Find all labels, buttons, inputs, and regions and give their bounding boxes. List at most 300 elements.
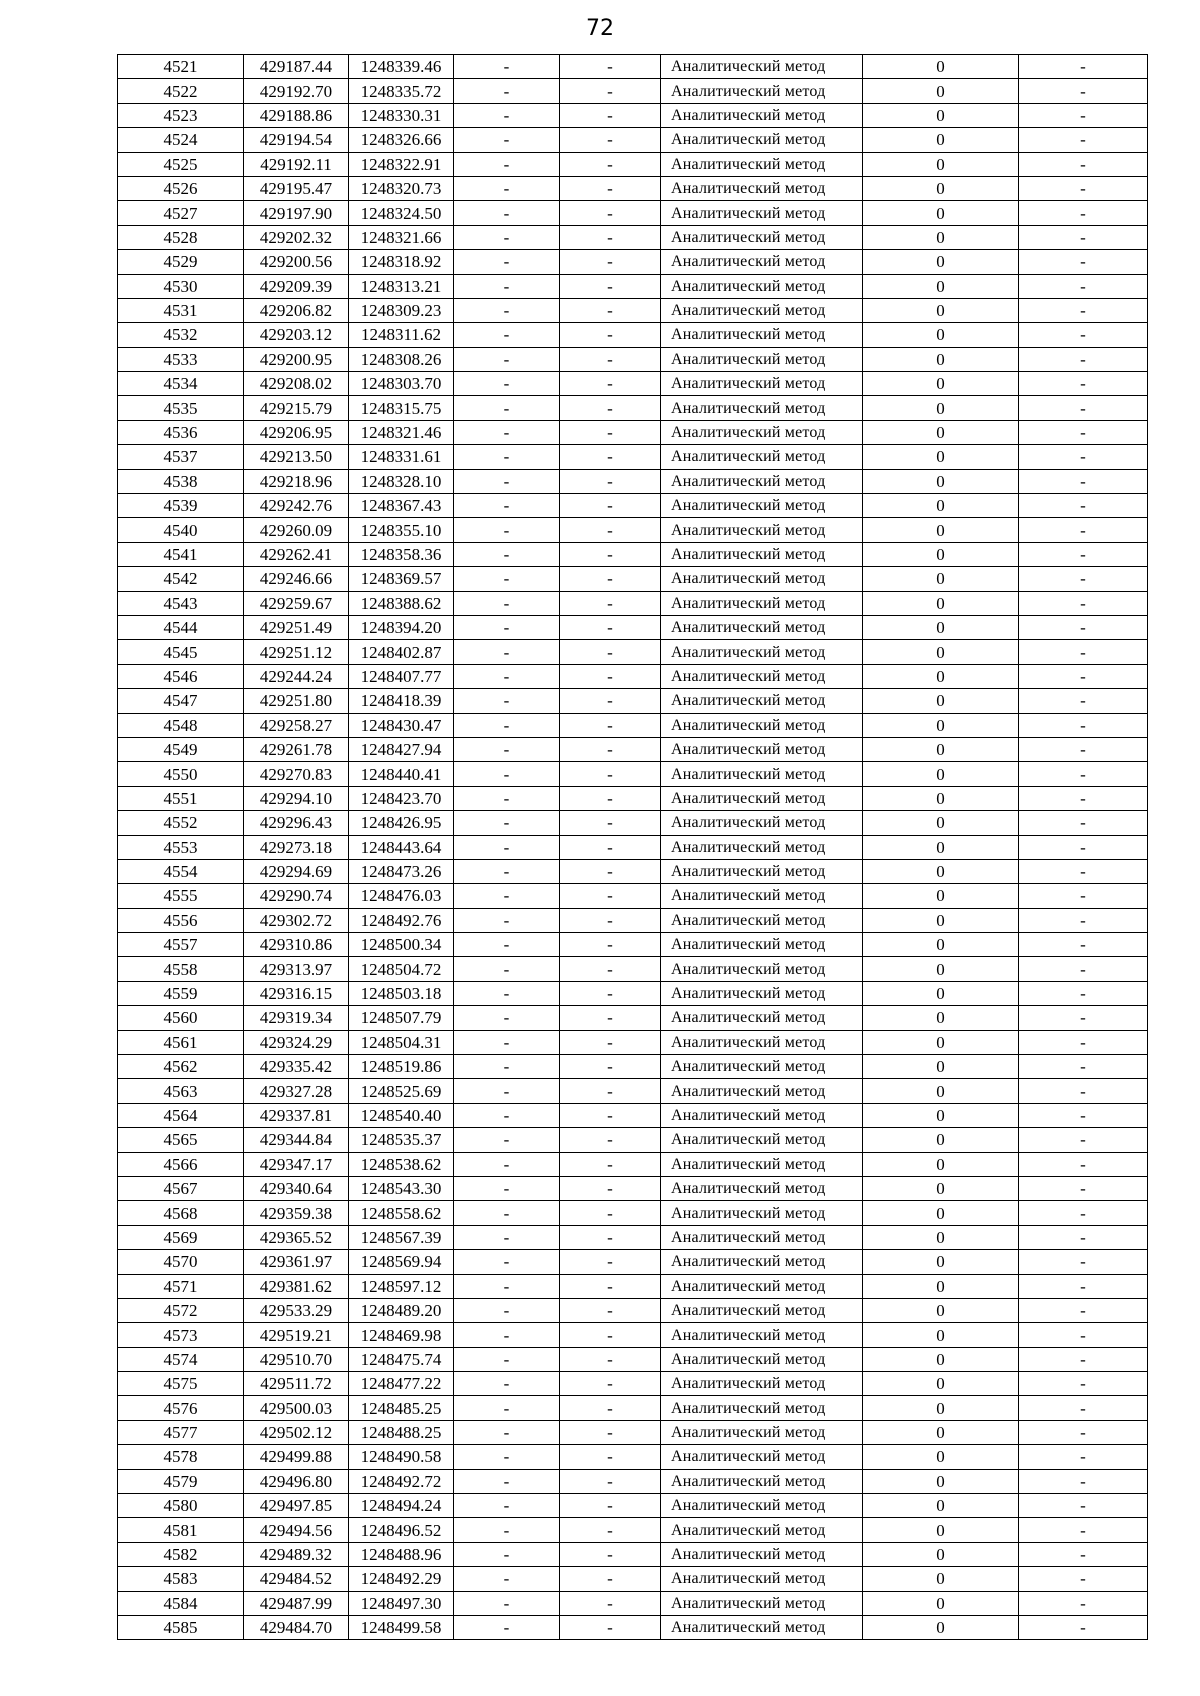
dash-cell: - [560,1616,661,1640]
dash-cell: - [560,1055,661,1079]
table-row [118,1616,1148,1640]
delta-cell: 0 [863,298,1019,322]
delta-cell: 0 [863,225,1019,249]
y-coordinate-cell: 1248504.72 [349,957,454,981]
dash-cell: - [1019,786,1148,810]
x-coordinate-cell: 429244.24 [244,664,349,688]
dash-cell: - [560,542,661,566]
point-number-cell: 4558 [118,957,244,981]
method-cell: Аналитический метод [661,274,863,298]
dash-cell: - [560,225,661,249]
point-number-cell: 4522 [118,79,244,103]
dash-cell: - [454,1567,560,1591]
x-coordinate-cell: 429310.86 [244,933,349,957]
dash-cell: - [560,347,661,371]
dash-cell: - [454,957,560,981]
dash-cell: - [1019,445,1148,469]
y-coordinate-cell: 1248503.18 [349,981,454,1005]
delta-cell: 0 [863,1616,1019,1640]
table-row [118,274,1148,298]
y-coordinate-cell: 1248496.52 [349,1518,454,1542]
delta-cell: 0 [863,347,1019,371]
y-coordinate-cell: 1248423.70 [349,786,454,810]
dash-cell: - [454,323,560,347]
dash-cell: - [1019,567,1148,591]
point-number-cell: 4534 [118,372,244,396]
dash-cell: - [560,933,661,957]
x-coordinate-cell: 429484.70 [244,1616,349,1640]
dash-cell: - [1019,1445,1148,1469]
table-row [118,908,1148,932]
table-row [118,1030,1148,1054]
x-coordinate-cell: 429381.62 [244,1274,349,1298]
table-row [118,1298,1148,1322]
x-coordinate-cell: 429337.81 [244,1103,349,1127]
table-row [118,323,1148,347]
dash-cell: - [1019,1030,1148,1054]
dash-cell: - [454,615,560,639]
table-row [118,1201,1148,1225]
point-number-cell: 4578 [118,1445,244,1469]
x-coordinate-cell: 429327.28 [244,1079,349,1103]
method-cell: Аналитический метод [661,1469,863,1493]
dash-cell: - [560,152,661,176]
delta-cell: 0 [863,1152,1019,1176]
dash-cell: - [560,1274,661,1298]
point-number-cell: 4580 [118,1494,244,1518]
delta-cell: 0 [863,615,1019,639]
y-coordinate-cell: 1248525.69 [349,1079,454,1103]
x-coordinate-cell: 429213.50 [244,445,349,469]
dash-cell: - [1019,347,1148,371]
y-coordinate-cell: 1248318.92 [349,250,454,274]
dash-cell: - [454,1347,560,1371]
y-coordinate-cell: 1248320.73 [349,176,454,200]
delta-cell: 0 [863,445,1019,469]
delta-cell: 0 [863,835,1019,859]
table-row [118,933,1148,957]
delta-cell: 0 [863,1518,1019,1542]
y-coordinate-cell: 1248313.21 [349,274,454,298]
point-number-cell: 4565 [118,1128,244,1152]
dash-cell: - [454,1323,560,1347]
delta-cell: 0 [863,1030,1019,1054]
dash-cell: - [560,591,661,615]
method-cell: Аналитический метод [661,1494,863,1518]
x-coordinate-cell: 429510.70 [244,1347,349,1371]
point-number-cell: 4524 [118,128,244,152]
x-coordinate-cell: 429361.97 [244,1250,349,1274]
dash-cell: - [1019,1591,1148,1615]
delta-cell: 0 [863,323,1019,347]
x-coordinate-cell: 429335.42 [244,1055,349,1079]
dash-cell: - [560,250,661,274]
dash-cell: - [454,1176,560,1200]
y-coordinate-cell: 1248388.62 [349,591,454,615]
dash-cell: - [454,1372,560,1396]
point-number-cell: 4571 [118,1274,244,1298]
x-coordinate-cell: 429511.72 [244,1372,349,1396]
y-coordinate-cell: 1248326.66 [349,128,454,152]
dash-cell: - [1019,1006,1148,1030]
dash-cell: - [1019,737,1148,761]
y-coordinate-cell: 1248394.20 [349,615,454,639]
method-cell: Аналитический метод [661,615,863,639]
dash-cell: - [1019,1542,1148,1566]
delta-cell: 0 [863,518,1019,542]
method-cell: Аналитический метод [661,469,863,493]
method-cell: Аналитический метод [661,811,863,835]
point-number-cell: 4573 [118,1323,244,1347]
dash-cell: - [454,1128,560,1152]
y-coordinate-cell: 1248535.37 [349,1128,454,1152]
point-number-cell: 4539 [118,494,244,518]
point-number-cell: 4538 [118,469,244,493]
y-coordinate-cell: 1248358.36 [349,542,454,566]
dash-cell: - [560,128,661,152]
y-coordinate-cell: 1248335.72 [349,79,454,103]
point-number-cell: 4533 [118,347,244,371]
point-number-cell: 4542 [118,567,244,591]
table-row [118,884,1148,908]
delta-cell: 0 [863,1494,1019,1518]
page-number: 72 [586,16,614,41]
dash-cell: - [454,811,560,835]
dash-cell: - [1019,494,1148,518]
dash-cell: - [454,152,560,176]
table-row [118,372,1148,396]
dash-cell: - [560,689,661,713]
dash-cell: - [560,762,661,786]
x-coordinate-cell: 429497.85 [244,1494,349,1518]
table-row [118,1152,1148,1176]
delta-cell: 0 [863,469,1019,493]
x-coordinate-cell: 429302.72 [244,908,349,932]
dash-cell: - [560,445,661,469]
table-row [118,762,1148,786]
dash-cell: - [454,640,560,664]
dash-cell: - [560,835,661,859]
method-cell: Аналитический метод [661,737,863,761]
table-row [118,640,1148,664]
y-coordinate-cell: 1248440.41 [349,762,454,786]
dash-cell: - [454,103,560,127]
point-number-cell: 4540 [118,518,244,542]
delta-cell: 0 [863,737,1019,761]
dash-cell: - [454,347,560,371]
method-cell: Аналитический метод [661,323,863,347]
dash-cell: - [1019,908,1148,932]
delta-cell: 0 [863,176,1019,200]
dash-cell: - [1019,1176,1148,1200]
delta-cell: 0 [863,55,1019,79]
dash-cell: - [454,518,560,542]
table-row [118,152,1148,176]
y-coordinate-cell: 1248328.10 [349,469,454,493]
point-number-cell: 4560 [118,1006,244,1030]
table-row [118,786,1148,810]
dash-cell: - [1019,957,1148,981]
dash-cell: - [560,103,661,127]
table-row [118,494,1148,518]
dash-cell: - [560,1396,661,1420]
point-number-cell: 4548 [118,713,244,737]
point-number-cell: 4556 [118,908,244,932]
dash-cell: - [560,372,661,396]
x-coordinate-cell: 429215.79 [244,396,349,420]
point-number-cell: 4523 [118,103,244,127]
delta-cell: 0 [863,762,1019,786]
method-cell: Аналитический метод [661,1250,863,1274]
table-row [118,420,1148,444]
dash-cell: - [560,1250,661,1274]
dash-cell: - [1019,55,1148,79]
y-coordinate-cell: 1248492.29 [349,1567,454,1591]
dash-cell: - [1019,1055,1148,1079]
dash-cell: - [560,908,661,932]
delta-cell: 0 [863,786,1019,810]
y-coordinate-cell: 1248407.77 [349,664,454,688]
method-cell: Аналитический метод [661,420,863,444]
y-coordinate-cell: 1248569.94 [349,1250,454,1274]
point-number-cell: 4549 [118,737,244,761]
x-coordinate-cell: 429203.12 [244,323,349,347]
point-number-cell: 4585 [118,1616,244,1640]
dash-cell: - [1019,420,1148,444]
delta-cell: 0 [863,1055,1019,1079]
y-coordinate-cell: 1248597.12 [349,1274,454,1298]
dash-cell: - [1019,469,1148,493]
point-number-cell: 4526 [118,176,244,200]
delta-cell: 0 [863,1298,1019,1322]
y-coordinate-cell: 1248339.46 [349,55,454,79]
dash-cell: - [560,298,661,322]
method-cell: Аналитический метод [661,713,863,737]
dash-cell: - [560,1347,661,1371]
dash-cell: - [1019,128,1148,152]
method-cell: Аналитический метод [661,859,863,883]
method-cell: Аналитический метод [661,445,863,469]
x-coordinate-cell: 429494.56 [244,1518,349,1542]
delta-cell: 0 [863,1274,1019,1298]
y-coordinate-cell: 1248492.76 [349,908,454,932]
x-coordinate-cell: 429251.12 [244,640,349,664]
dash-cell: - [560,1420,661,1444]
point-number-cell: 4525 [118,152,244,176]
y-coordinate-cell: 1248469.98 [349,1323,454,1347]
table-row [118,1347,1148,1371]
x-coordinate-cell: 429316.15 [244,981,349,1005]
point-number-cell: 4572 [118,1298,244,1322]
point-number-cell: 4559 [118,981,244,1005]
point-number-cell: 4579 [118,1469,244,1493]
y-coordinate-cell: 1248507.79 [349,1006,454,1030]
x-coordinate-cell: 429502.12 [244,1420,349,1444]
dash-cell: - [1019,79,1148,103]
dash-cell: - [1019,640,1148,664]
method-cell: Аналитический метод [661,1055,863,1079]
method-cell: Аналитический метод [661,762,863,786]
delta-cell: 0 [863,1347,1019,1371]
dash-cell: - [454,1420,560,1444]
table-row [118,957,1148,981]
point-number-cell: 4541 [118,542,244,566]
dash-cell: - [560,1079,661,1103]
method-cell: Аналитический метод [661,1176,863,1200]
y-coordinate-cell: 1248519.86 [349,1055,454,1079]
delta-cell: 0 [863,933,1019,957]
method-cell: Аналитический метод [661,1030,863,1054]
dash-cell: - [1019,1298,1148,1322]
x-coordinate-cell: 429273.18 [244,835,349,859]
dash-cell: - [1019,518,1148,542]
delta-cell: 0 [863,1542,1019,1566]
delta-cell: 0 [863,1372,1019,1396]
dash-cell: - [454,469,560,493]
delta-cell: 0 [863,420,1019,444]
method-cell: Аналитический метод [661,250,863,274]
method-cell: Аналитический метод [661,1323,863,1347]
x-coordinate-cell: 429484.52 [244,1567,349,1591]
table-row [118,1055,1148,1079]
table-row [118,591,1148,615]
dash-cell: - [560,859,661,883]
y-coordinate-cell: 1248485.25 [349,1396,454,1420]
table-row [118,55,1148,79]
x-coordinate-cell: 429500.03 [244,1396,349,1420]
delta-cell: 0 [863,640,1019,664]
y-coordinate-cell: 1248488.25 [349,1420,454,1444]
method-cell: Аналитический метод [661,1567,863,1591]
dash-cell: - [1019,762,1148,786]
delta-cell: 0 [863,250,1019,274]
dash-cell: - [560,79,661,103]
dash-cell: - [454,79,560,103]
dash-cell: - [560,420,661,444]
point-number-cell: 4521 [118,55,244,79]
point-number-cell: 4569 [118,1225,244,1249]
method-cell: Аналитический метод [661,1396,863,1420]
x-coordinate-cell: 429296.43 [244,811,349,835]
method-cell: Аналитический метод [661,1103,863,1127]
delta-cell: 0 [863,1591,1019,1615]
method-cell: Аналитический метод [661,1591,863,1615]
table-row [118,347,1148,371]
method-cell: Аналитический метод [661,494,863,518]
dash-cell: - [1019,1420,1148,1444]
x-coordinate-cell: 429347.17 [244,1152,349,1176]
dash-cell: - [560,1494,661,1518]
dash-cell: - [560,274,661,298]
x-coordinate-cell: 429313.97 [244,957,349,981]
x-coordinate-cell: 429206.95 [244,420,349,444]
table-row [118,1518,1148,1542]
dash-cell: - [560,615,661,639]
delta-cell: 0 [863,274,1019,298]
x-coordinate-cell: 429496.80 [244,1469,349,1493]
y-coordinate-cell: 1248499.58 [349,1616,454,1640]
table-row [118,981,1148,1005]
method-cell: Аналитический метод [661,1347,863,1371]
x-coordinate-cell: 429290.74 [244,884,349,908]
table-row [118,250,1148,274]
dash-cell: - [454,445,560,469]
dash-cell: - [1019,542,1148,566]
delta-cell: 0 [863,689,1019,713]
dash-cell: - [1019,1201,1148,1225]
dash-cell: - [454,591,560,615]
dash-cell: - [454,1201,560,1225]
dash-cell: - [1019,225,1148,249]
point-number-cell: 4550 [118,762,244,786]
dash-cell: - [560,1372,661,1396]
dash-cell: - [454,884,560,908]
dash-cell: - [1019,1567,1148,1591]
dash-cell: - [454,225,560,249]
dash-cell: - [454,420,560,444]
dash-cell: - [560,1445,661,1469]
x-coordinate-cell: 429270.83 [244,762,349,786]
point-number-cell: 4570 [118,1250,244,1274]
table-row [118,713,1148,737]
point-number-cell: 4531 [118,298,244,322]
dash-cell: - [1019,201,1148,225]
x-coordinate-cell: 429218.96 [244,469,349,493]
y-coordinate-cell: 1248540.40 [349,1103,454,1127]
dash-cell: - [1019,396,1148,420]
x-coordinate-cell: 429260.09 [244,518,349,542]
dash-cell: - [1019,1128,1148,1152]
dash-cell: - [454,1518,560,1542]
table-row [118,1128,1148,1152]
x-coordinate-cell: 429242.76 [244,494,349,518]
y-coordinate-cell: 1248369.57 [349,567,454,591]
table-row [118,445,1148,469]
dash-cell: - [560,786,661,810]
y-coordinate-cell: 1248322.91 [349,152,454,176]
y-coordinate-cell: 1248355.10 [349,518,454,542]
y-coordinate-cell: 1248324.50 [349,201,454,225]
point-number-cell: 4555 [118,884,244,908]
dash-cell: - [454,1469,560,1493]
method-cell: Аналитический метод [661,786,863,810]
dash-cell: - [560,469,661,493]
point-number-cell: 4543 [118,591,244,615]
point-number-cell: 4532 [118,323,244,347]
x-coordinate-cell: 429319.34 [244,1006,349,1030]
point-number-cell: 4553 [118,835,244,859]
table-row [118,1469,1148,1493]
x-coordinate-cell: 429365.52 [244,1225,349,1249]
y-coordinate-cell: 1248538.62 [349,1152,454,1176]
y-coordinate-cell: 1248475.74 [349,1347,454,1371]
delta-cell: 0 [863,79,1019,103]
y-coordinate-cell: 1248321.46 [349,420,454,444]
table-row [118,1567,1148,1591]
dash-cell: - [1019,689,1148,713]
y-coordinate-cell: 1248504.31 [349,1030,454,1054]
dash-cell: - [454,494,560,518]
point-number-cell: 4574 [118,1347,244,1371]
dash-cell: - [1019,615,1148,639]
dash-cell: - [560,1176,661,1200]
table-row [118,1274,1148,1298]
dash-cell: - [560,201,661,225]
delta-cell: 0 [863,713,1019,737]
dash-cell: - [454,908,560,932]
delta-cell: 0 [863,1225,1019,1249]
delta-cell: 0 [863,664,1019,688]
